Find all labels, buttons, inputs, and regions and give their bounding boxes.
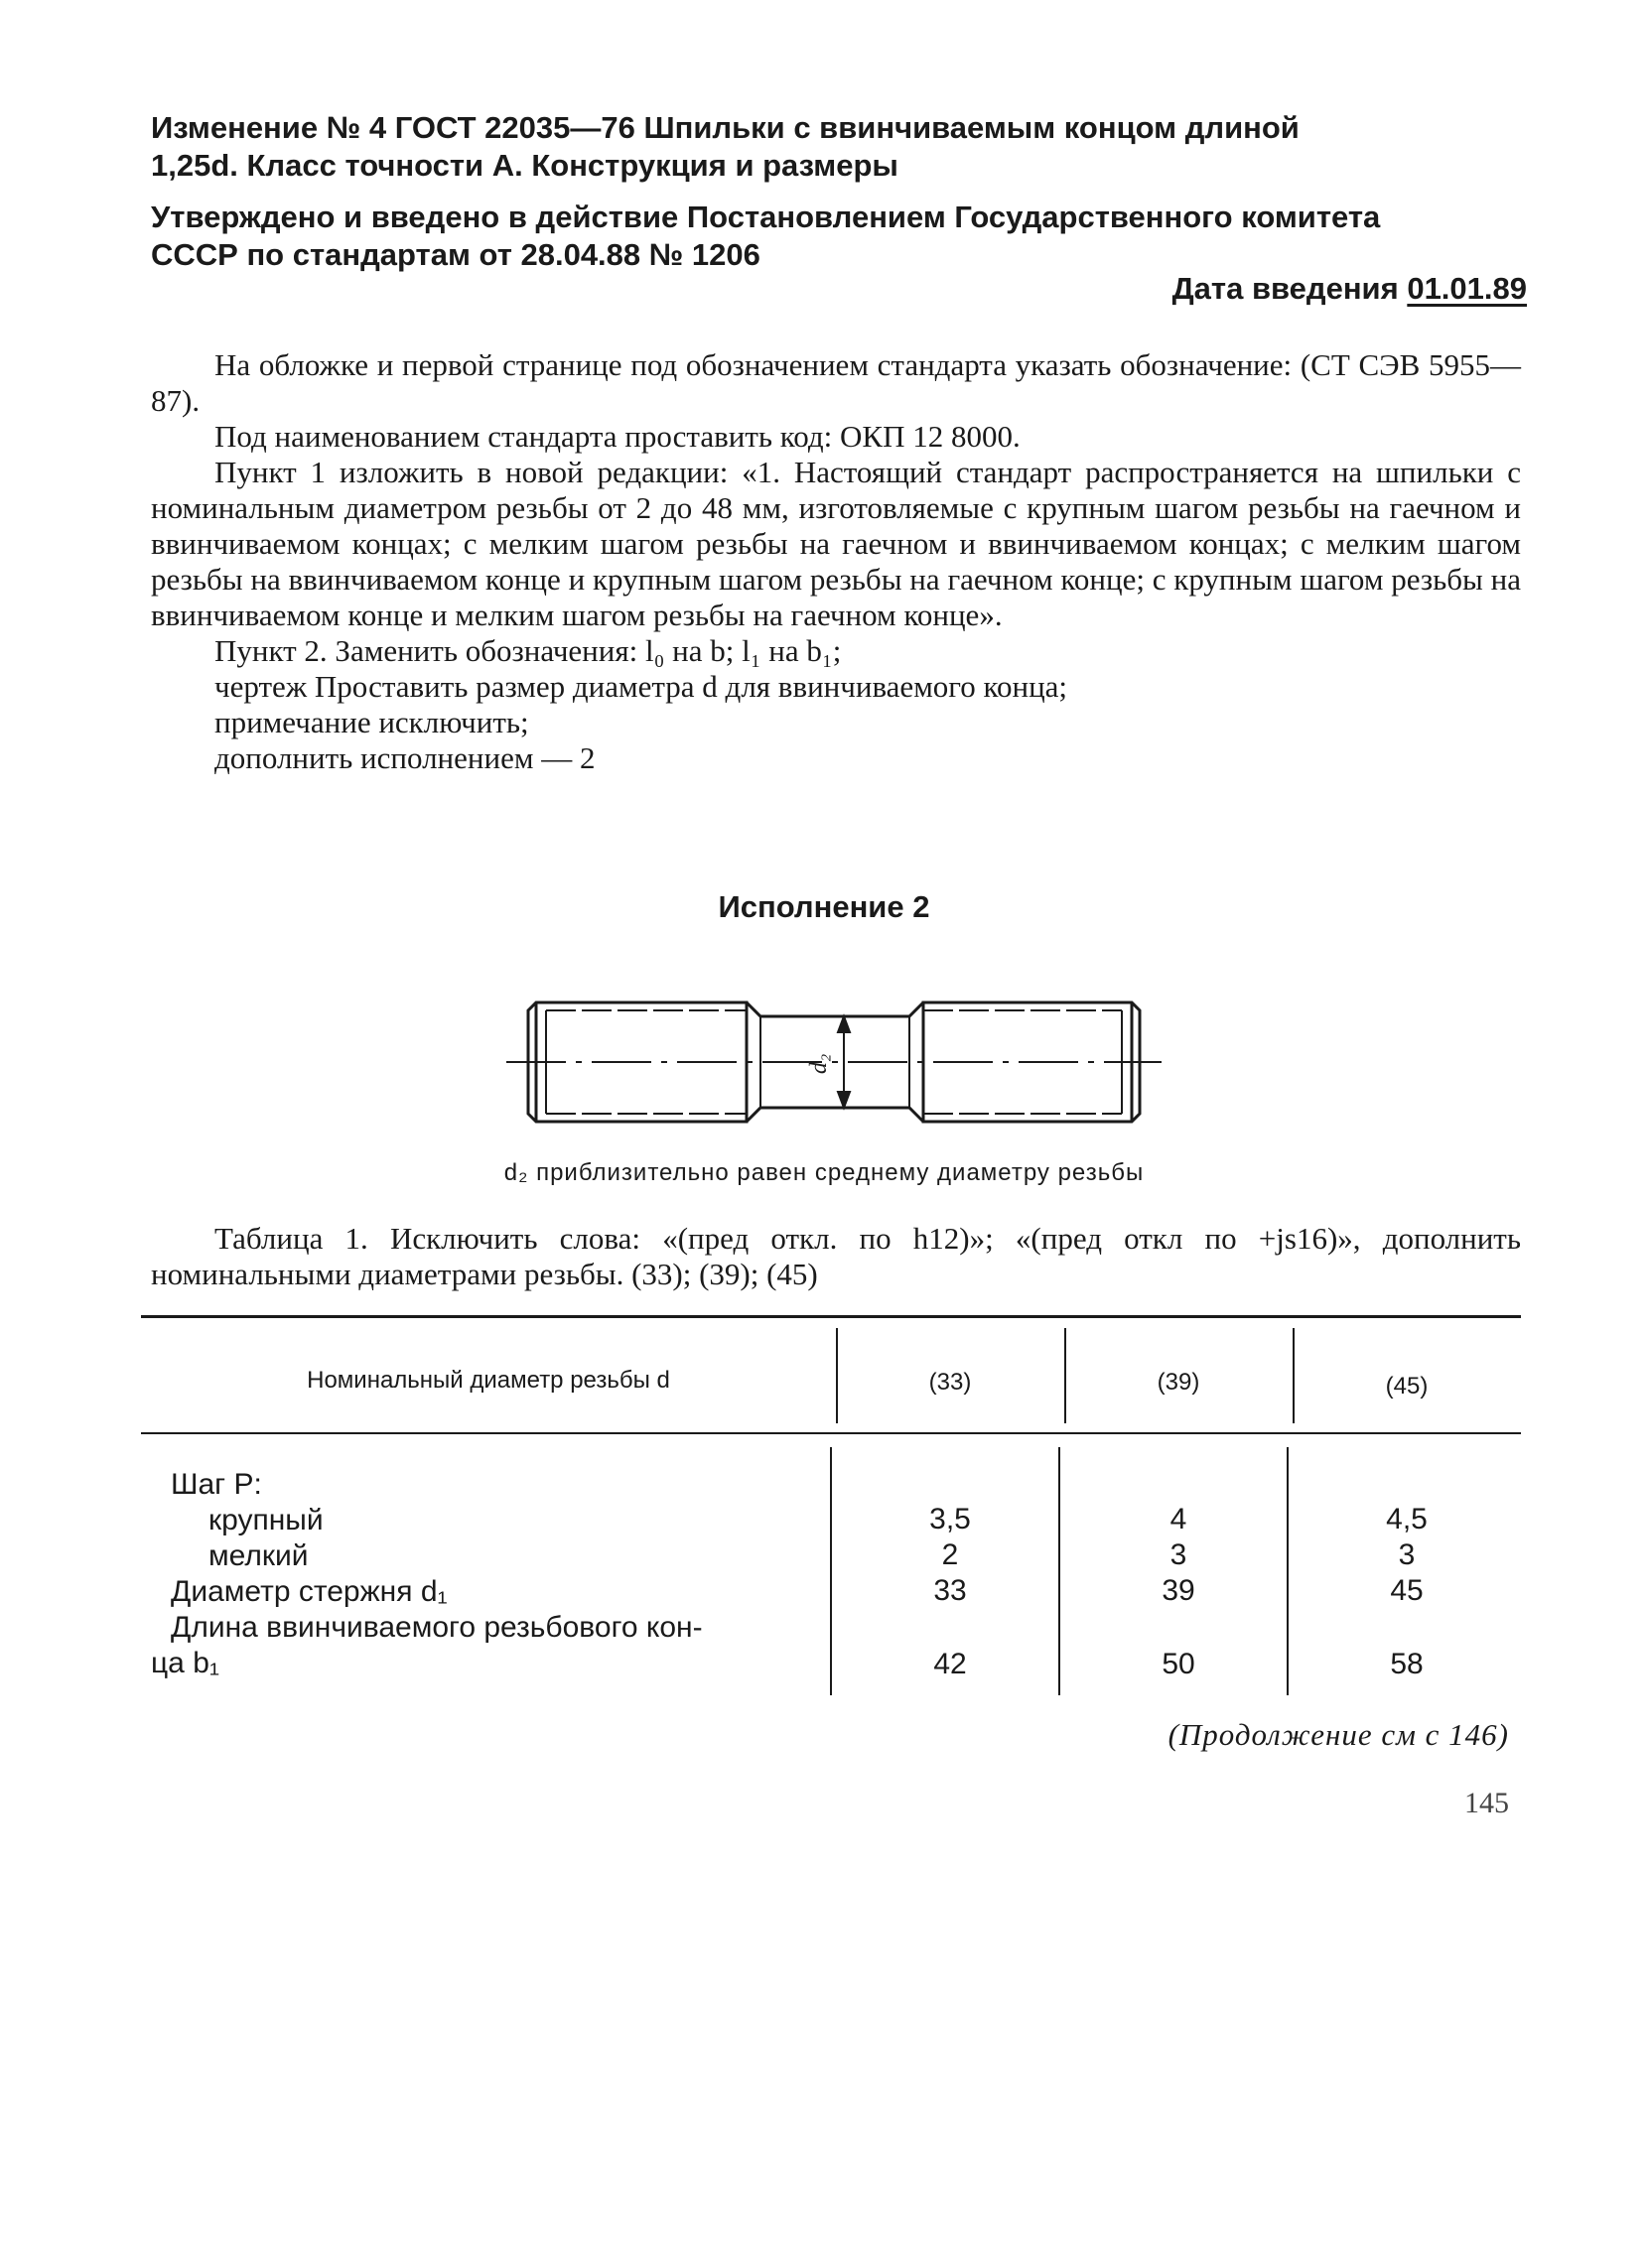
approval-statement <box>151 199 1521 274</box>
cell-length-39: 50 <box>1162 1648 1195 1680</box>
paragraph-drawing: чертеж Проставить размер диаметра d для ввинчиваемого конца; <box>214 669 1068 704</box>
row-label-length: Длина ввинчиваемого резьбового кон- <box>171 1611 703 1644</box>
table-header-label: Номинальный диаметр резьбы d <box>307 1367 670 1394</box>
paragraph-cover: На обложке и первой странице под обозначением стандарта указать обозначение: (СТ СЭВ 5955—87). <box>151 347 1521 418</box>
paragraph-item-2: Пункт 2. Заменить обозначения: l₀ на b; l₁ на b₁; <box>214 633 842 668</box>
table-col-45: (45) <box>1385 1373 1429 1400</box>
paragraph-version: дополнить исполнением — 2 <box>214 740 596 775</box>
table-col-33: (33) <box>928 1369 972 1396</box>
table-header-rule <box>141 1432 1521 1434</box>
paragraph-note: примечание исключить; <box>214 705 529 739</box>
continuation-note: (Продолжение см с 146) <box>1167 1717 1509 1752</box>
row-label-coarse: крупный <box>208 1504 324 1536</box>
cell-fine-39: 3 <box>1169 1538 1187 1571</box>
section-title: Исполнение 2 <box>718 889 930 924</box>
row-label-length-cont: ца b₁ <box>151 1647 220 1679</box>
cell-shank-33: 33 <box>933 1574 967 1607</box>
cell-coarse-45: 4,5 <box>1386 1503 1428 1535</box>
date-label: Дата введения <box>1171 271 1399 306</box>
table-top-rule <box>141 1315 1521 1318</box>
approval-line-2: СССР по стандартам от 28.04.88 № 1206 <box>151 237 760 272</box>
title-line-1: Изменение № 4 ГОСТ 22035—76 Шпильки с ввинчиваемым концом длиной <box>151 110 1300 145</box>
effective-date <box>1172 270 1527 308</box>
row-label-pitch: Шаг P: <box>171 1468 262 1501</box>
cell-coarse-39: 4 <box>1169 1503 1187 1535</box>
table-body-vline-1 <box>830 1447 832 1695</box>
document-title <box>151 109 1521 185</box>
cell-length-33: 42 <box>933 1648 967 1680</box>
paragraph-code: Под наименованием стандарта проставить код: ОКП 12 8000. <box>214 419 1021 454</box>
table-note: Таблица 1. Исключить слова: «(пред откл. по h12)»; «(пред откл по +js16)», дополнить номинальными диаметрами резьбы. (33); (39); (45) <box>151 1221 1521 1291</box>
figure-caption: d₂ приблизительно равен среднему диаметру резьбы <box>503 1159 1145 1186</box>
page-number: 145 <box>1464 1787 1509 1819</box>
row-label-shank: Диаметр стержня d₁ <box>171 1575 448 1608</box>
amendment-body <box>151 347 1521 776</box>
paragraph-item-1: Пункт 1 изложить в новой редакции: «1. Настоящий стандарт распространяется на шпильки с номинальным диаметром резьбы от 2 до 48 мм, изготовляемые с крупным шагом резьбы на гаечном и ввинчиваемом концах; с мелким шагом резьбы на гаечном и ввинчиваемом концах; с мелким шагом резьбы на ввинчиваемом конце и крупным шагом резьбы на гаечном конце; с крупным шагом резьбы на ввинчиваемом конце и мелким шагом резьбы на гаечном конце». <box>151 455 1521 632</box>
cell-shank-39: 39 <box>1162 1574 1195 1607</box>
cell-shank-45: 45 <box>1390 1574 1424 1607</box>
row-label-fine: мелкий <box>208 1539 309 1572</box>
cell-length-45: 58 <box>1390 1648 1424 1680</box>
table-col-39: (39) <box>1157 1369 1200 1396</box>
cell-fine-45: 3 <box>1398 1538 1416 1571</box>
cell-coarse-33: 3,5 <box>929 1503 971 1535</box>
title-line-2: 1,25d. Класс точности А. Конструкция и размеры <box>151 148 898 183</box>
stud-drawing <box>506 993 1162 1132</box>
cell-fine-33: 2 <box>941 1538 959 1571</box>
date-value: 01.01.89 <box>1407 271 1527 306</box>
approval-line-1: Утверждено и введено в действие Постановлением Государственного комитета <box>151 200 1381 234</box>
dimension-label: d₂ <box>806 1053 832 1075</box>
